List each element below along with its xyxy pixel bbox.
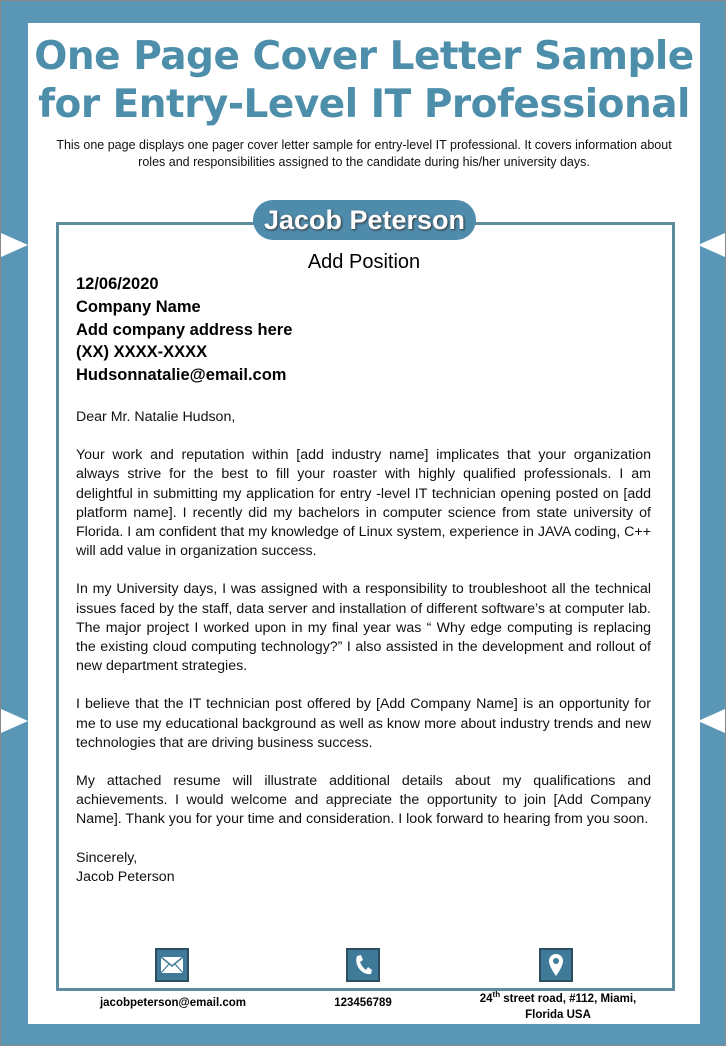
recipient-email: Hudsonnatalie@email.com	[76, 366, 287, 385]
company-phone: (XX) XXXX-XXXX	[76, 343, 208, 362]
paragraph: My attached resume will illustrate additional details about my qualifications and achievements. I would welcome and appreciate the opportunity to join [Add Company Name]. Thank you for your time and consideration. I look forward to hearing from you soon.	[76, 773, 651, 828]
paragraph: Your work and reputation within [add industry name] implicates that your organization always strive for the best to fill your roaster with highly qualified professionals. I am delightful in submitting my application for entry -level IT technician opening posted on [add platform name]. I recently did my bachelors in computer science from state university of Florida. I am confident that my knowledge of Linux system, experience in JAVA coding, C++ will add value in organization success.	[76, 447, 651, 560]
footer-phone: 123456789	[334, 997, 392, 1009]
location-pin-icon	[539, 948, 573, 982]
company-name: Company Name	[76, 297, 201, 316]
applicant-name-badge: Jacob Peterson	[253, 200, 476, 240]
closing: Sincerely,	[76, 849, 138, 866]
side-notch-left-bottom	[1, 709, 28, 733]
paragraph: I believe that the IT technician post offered by [Add Company Name] is an opportunity for me to use my educational background as well as know more about industry trends and new technologies that are driving business success.	[76, 696, 651, 751]
position-title: Add Position	[307, 251, 421, 273]
footer-email: jacobpeterson@email.com	[99, 997, 247, 1009]
paragraph: In my University days, I was assigned with a responsibility to troubleshoot all the technical issues faced by the staff, data server and installation of different software’s at computer lab. The major project I worked upon in my final year was “ Why edge computing is replacing the existing cloud computing technology?” I also assisted in the development and rollout of new department strategies.	[76, 581, 651, 675]
side-notch-right-bottom	[698, 709, 725, 733]
page-title: One Page Cover Letter Sample for Entry-Level IT Professional	[34, 34, 694, 127]
page-subtitle: This one page displays one pager cover letter sample for entry-level IT professional. It covers information about roles and responsibilities assigned to the candidate during his/her university days.	[56, 138, 672, 169]
envelope-icon	[155, 948, 189, 982]
salutation: Dear Mr. Natalie Hudson,	[76, 409, 236, 425]
letter-body	[76, 408, 651, 887]
signature: Jacob Peterson	[76, 868, 175, 885]
letter-page	[28, 23, 700, 1024]
side-notch-right-top	[698, 233, 725, 257]
side-notch-left-top	[1, 233, 28, 257]
phone-icon	[346, 948, 380, 982]
footer-address: 24th street road, #112, Miami, Florida USA	[479, 990, 637, 1021]
recipient-header	[76, 273, 292, 387]
company-address: Add company address here	[76, 320, 293, 339]
date: 12/06/2020	[76, 275, 159, 293]
